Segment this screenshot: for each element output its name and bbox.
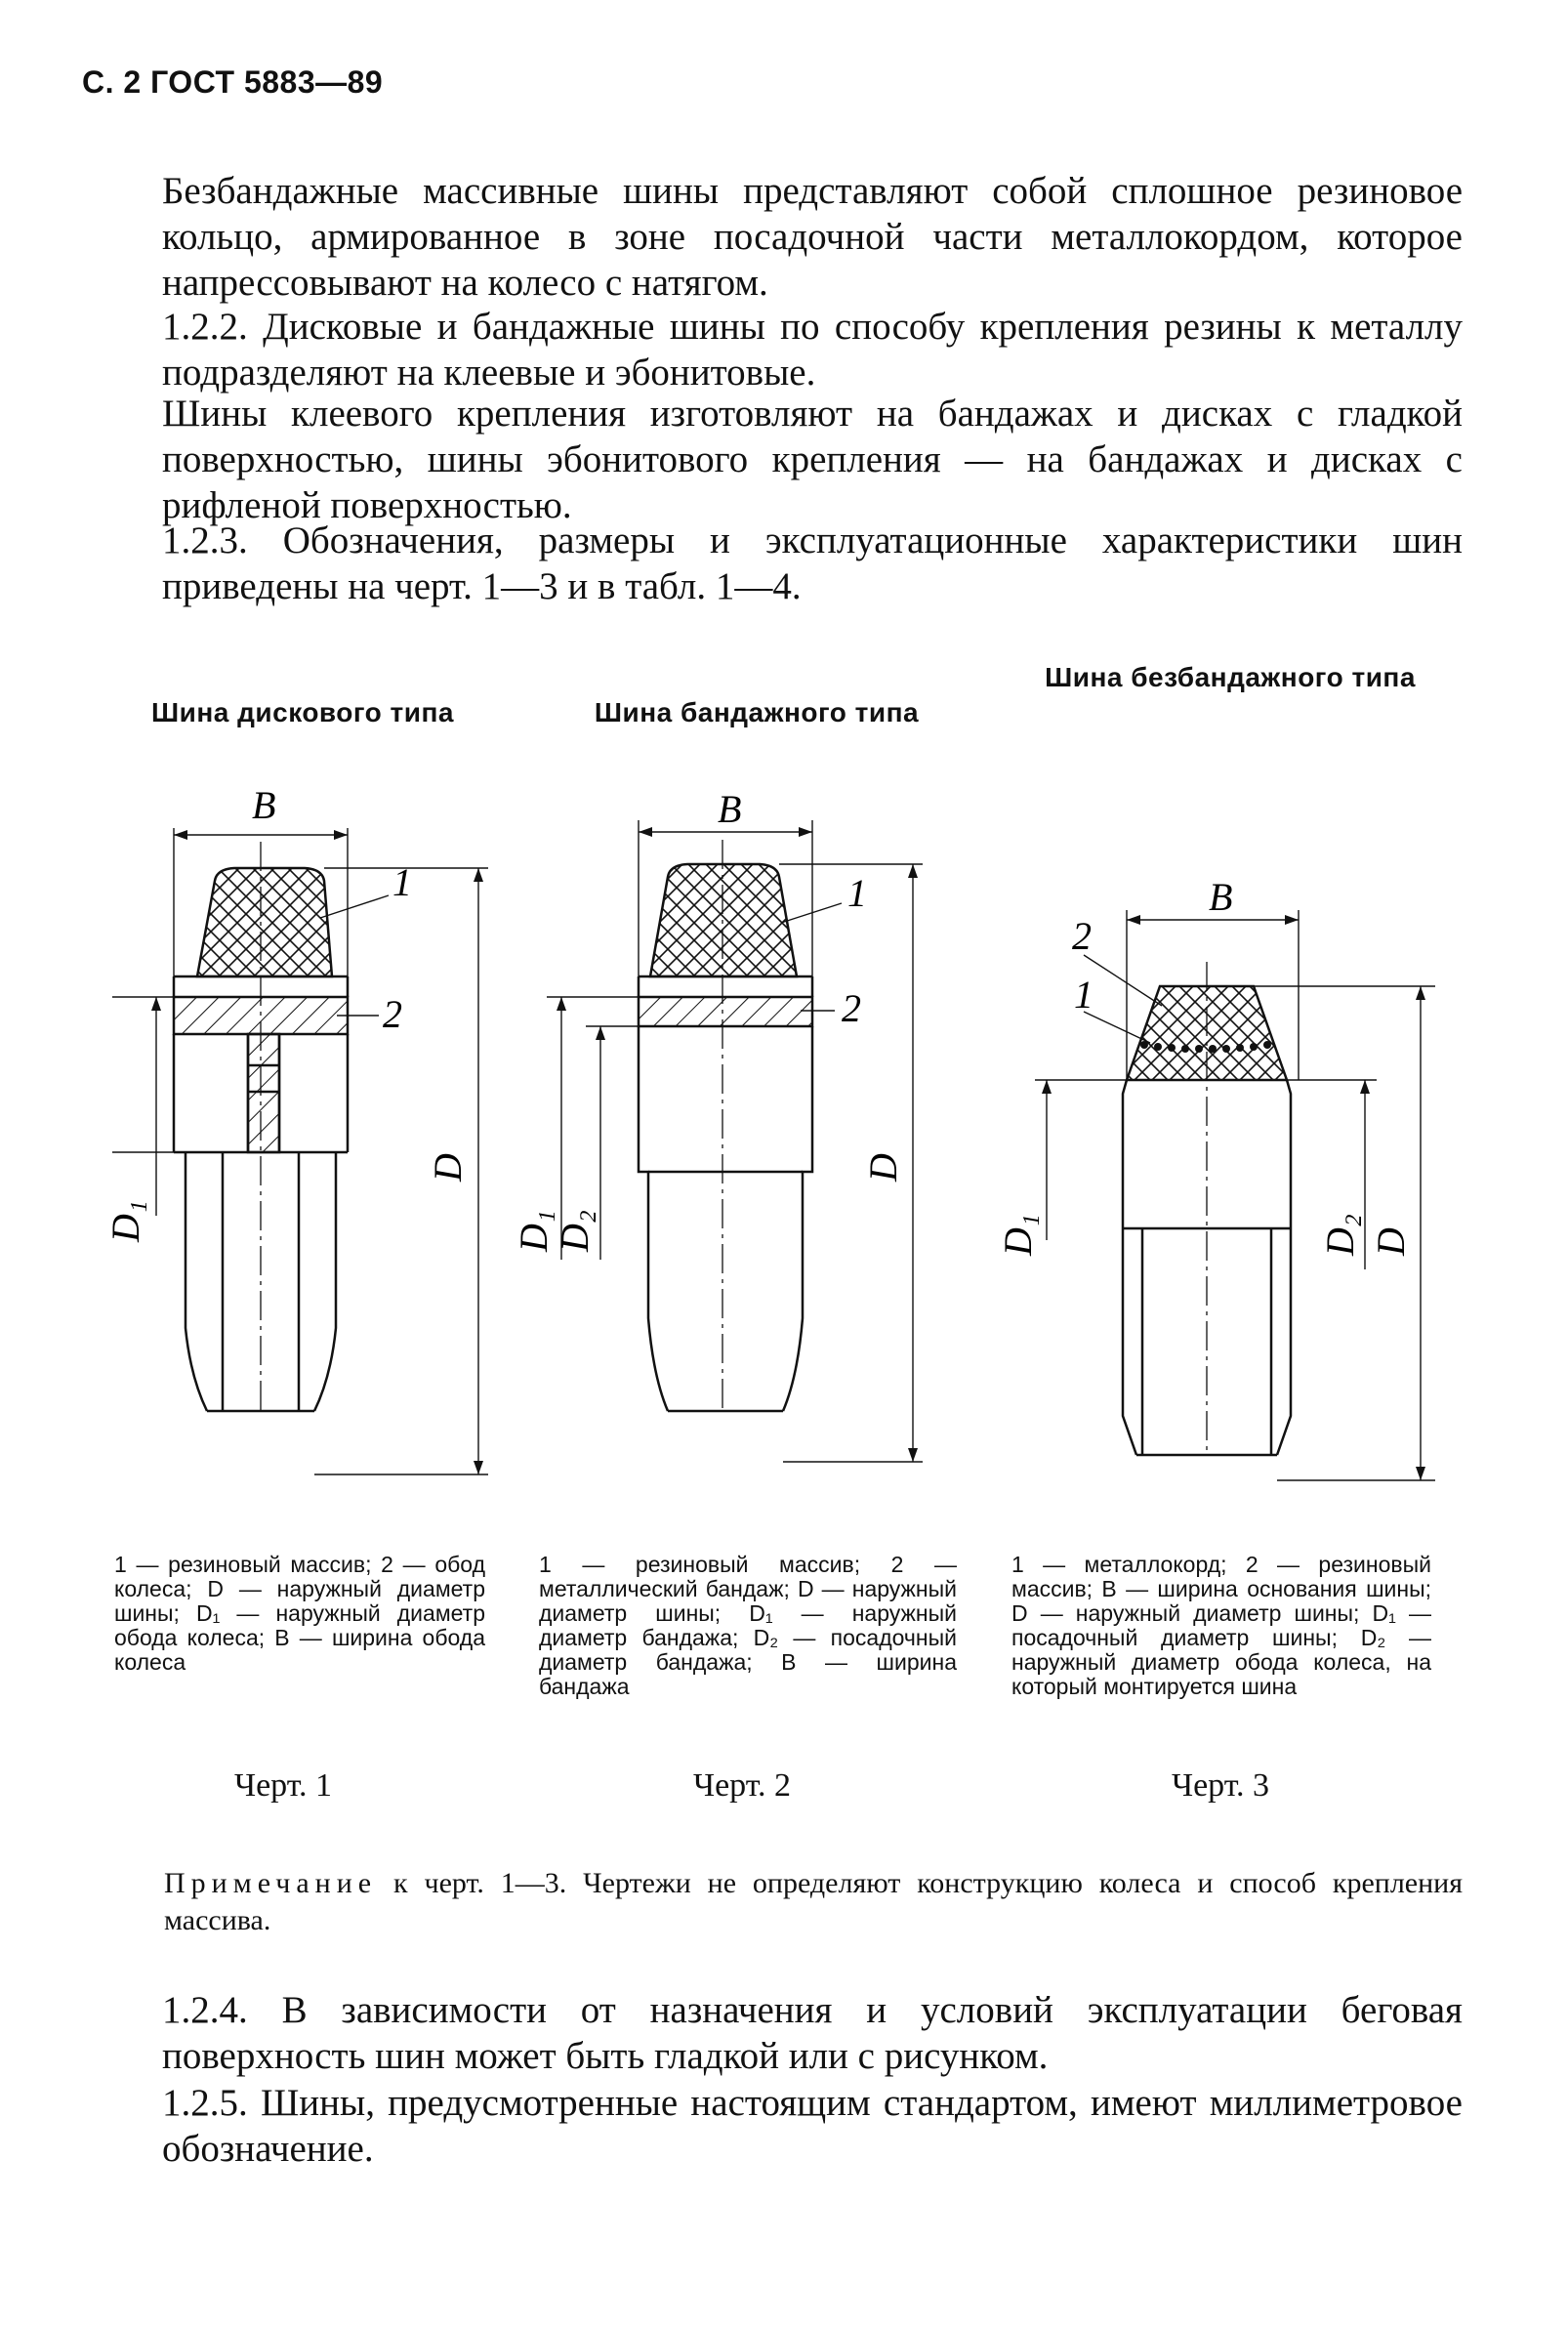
paragraph-1-2-4: 1.2.4. В зависимости от назначения и условий эксплуатации беговая поверхность шин может быть гладкой или с рисунком. [162,1989,1463,2077]
note-lead: Примечание [164,1867,378,1899]
fig1-n1-label: 1 [392,860,412,904]
fig3-b-label: B [1209,875,1233,919]
fig3-n1-label: 1 [1074,973,1093,1017]
fig3-d1-label: D₁ [996,1214,1040,1256]
paragraph-1-2-5: 1.2.5. Шины, предусмотренные настоящим стандартом, имеют миллиметровое обозначение. [162,2082,1463,2170]
fig1-n2-label: 2 [383,992,402,1036]
figure-2-legend: 1 — резиновый массив; 2 — металлический бандаж; D — наружный диаметр шины; D₁ — наружный диаметр бандажа; D₂ — посадочный диаметр бандажа; B — ширина бандажа [539,1552,957,1699]
fig2-b-label: B [718,787,742,831]
page-header: С. 2 ГОСТ 5883—89 [82,64,384,100]
fig2-n2-label: 2 [842,986,861,1030]
fig3-n2-label: 2 [1072,914,1092,958]
paragraph-1-2-3: 1.2.3. Обозначения, размеры и эксплуатационные характеристики шин приведены на черт. 1—3 и в табл. 1—4. [162,519,1463,607]
fig1-b-label: B [252,783,276,827]
fig2-d1-label: D₁ [512,1210,556,1252]
figure-1-title: Шина дискового типа [151,697,454,727]
fig2-n1-label: 1 [847,871,867,915]
figure-2-title: Шина бандажного типа [594,697,920,727]
fig2-d-label: D [861,1153,905,1182]
figure-1-caption: Черт. 1 [233,1767,333,1804]
note-text: к черт. 1—3. Чертежи не определяют конструкцию колеса и способ крепления массива. [164,1867,1464,1936]
fig3-d-label: D [1369,1227,1413,1256]
figure-note [164,1865,1463,1939]
paragraph-3: Шины клеевого крепления изготовляют на бандажах и дисках с гладкой поверхностью, шины эбонитового крепления — на бандажах и дисках с рифленой поверхностью. [162,393,1463,526]
figure-1-legend: 1 — резиновый массив; 2 — обод колеса; D — наружный диаметр шины; D₁ — наружный диаметр обода колеса; B — ширина обода колеса [114,1552,485,1675]
fig2-d2-label: D₂ [553,1210,597,1252]
fig1-d-label: D [426,1153,470,1182]
figure-3-caption: Черт. 3 [1171,1767,1270,1804]
fig3-d2-label: D₂ [1318,1214,1362,1256]
paragraph-1-2-2: 1.2.2. Дисковые и бандажные шины по способу крепления резины к металлу подразделяют на клеевые и эбонитовые. [162,306,1463,394]
fig1-d1-label: D₁ [103,1200,147,1242]
figure-2-caption: Черт. 2 [692,1767,792,1804]
figure-3-title: Шина безбандажного типа [1045,662,1416,692]
figure-3-legend: 1 — металлокорд; 2 — резиновый массив; B — ширина основания шины; D — наружный диаметр шины; D₁ — посадочный диаметр шины; D₂ — наружный диаметр обода колеса, на который монтируется шина [1011,1552,1431,1699]
paragraph-1: Безбандажные массивные шины представляют собой сплошное резиновое кольцо, армированное в зоне посадочной части металлокордом, которое напрессовывают на колесо с натягом. [162,170,1463,304]
